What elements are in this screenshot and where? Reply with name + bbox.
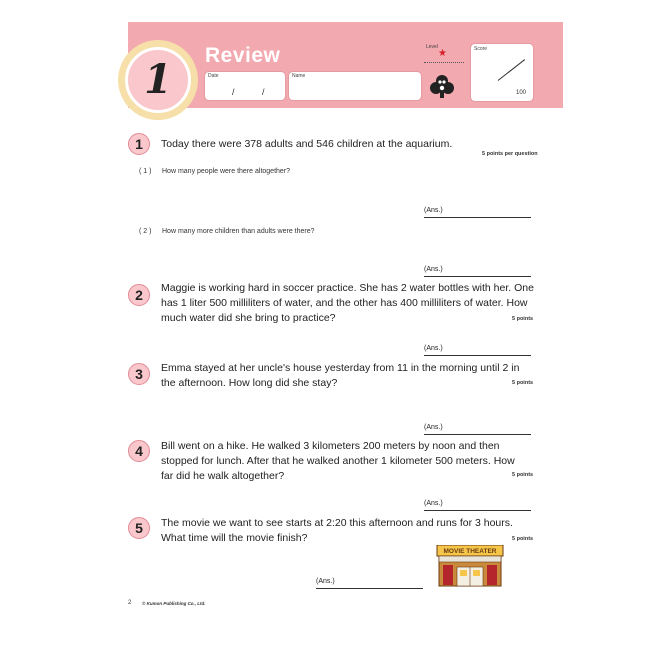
question-number: 4 (128, 440, 150, 462)
subquestion-text: How many people were there altogether? (162, 168, 291, 175)
question-number: 3 (128, 363, 150, 385)
subquestion-text: How many more children than adults were there? (162, 228, 315, 235)
score-total: 100 (516, 90, 527, 96)
question-text-line: far did he walk altogether? (161, 470, 285, 482)
answer-line[interactable] (424, 434, 531, 435)
level-divider (424, 62, 464, 63)
points-label: 5 points (512, 536, 534, 542)
subquestion-label: ( 2 ) (139, 228, 152, 235)
club-character-icon (430, 74, 454, 100)
date-label: Date (208, 73, 219, 79)
question-text: Today there were 378 adults and 546 children at the aquarium. (161, 138, 453, 150)
answer-label: (Ans.) (316, 578, 335, 585)
points-label: 5 points (512, 380, 534, 386)
answer-label: (Ans.) (424, 500, 443, 507)
marquee-text: MOVIE THEATER (443, 548, 497, 555)
question-text-line: much water did she bring to practice? (161, 312, 336, 324)
page-title: Review (205, 44, 281, 67)
question-text-line: stopped for lunch. After that he walked another 1 kilometer 500 meters. How (161, 455, 515, 467)
question-text-line: The movie we want to see starts at 2:20 this afternoon and runs for 3 hours. (161, 517, 513, 529)
question-text-line: Emma stayed at her uncle's house yesterday from 11 in the morning until 2 in (161, 362, 520, 374)
level-label: Level (426, 44, 438, 50)
question-number: 2 (128, 284, 150, 306)
question-text-line: Maggie is working hard in soccer practice. She has 2 water bottles with her. One (161, 282, 534, 294)
answer-line[interactable] (316, 588, 423, 589)
question-number: 1 (128, 133, 150, 155)
answer-line[interactable] (424, 217, 531, 218)
points-label: 5 points (512, 472, 534, 478)
answer-label: (Ans.) (424, 424, 443, 431)
answer-line[interactable] (424, 510, 531, 511)
answer-label: (Ans.) (424, 345, 443, 352)
name-label: Name (292, 73, 306, 79)
score-label: Score (474, 46, 488, 52)
page-number: 2 (128, 600, 132, 606)
answer-line[interactable] (424, 276, 531, 277)
answer-label: (Ans.) (424, 266, 443, 273)
question-text-line: What time will the movie finish? (161, 532, 308, 544)
date-separators: / / (232, 87, 265, 97)
points-label: 5 points (512, 316, 534, 322)
star-icon: ★ (438, 48, 447, 59)
answer-label: (Ans.) (424, 207, 443, 214)
answer-line[interactable] (424, 355, 531, 356)
question-text-line: the afternoon. How long did she stay? (161, 377, 338, 389)
question-text-line: has 1 liter 500 milliliters of water, and the other has 400 milliliters of water. How (161, 297, 528, 309)
question-number: 5 (128, 517, 150, 539)
points-label: 5 points per question (482, 151, 538, 157)
publisher-credit: © Kumon Publishing Co., Ltd. (142, 601, 206, 606)
movie-theater-illustration (435, 545, 505, 587)
unit-number: 1 (144, 56, 172, 103)
subquestion-label: ( 1 ) (139, 168, 152, 175)
name-field[interactable] (288, 71, 422, 101)
question-text-line: Bill went on a hike. He walked 3 kilometers 200 meters by noon and then (161, 440, 500, 452)
